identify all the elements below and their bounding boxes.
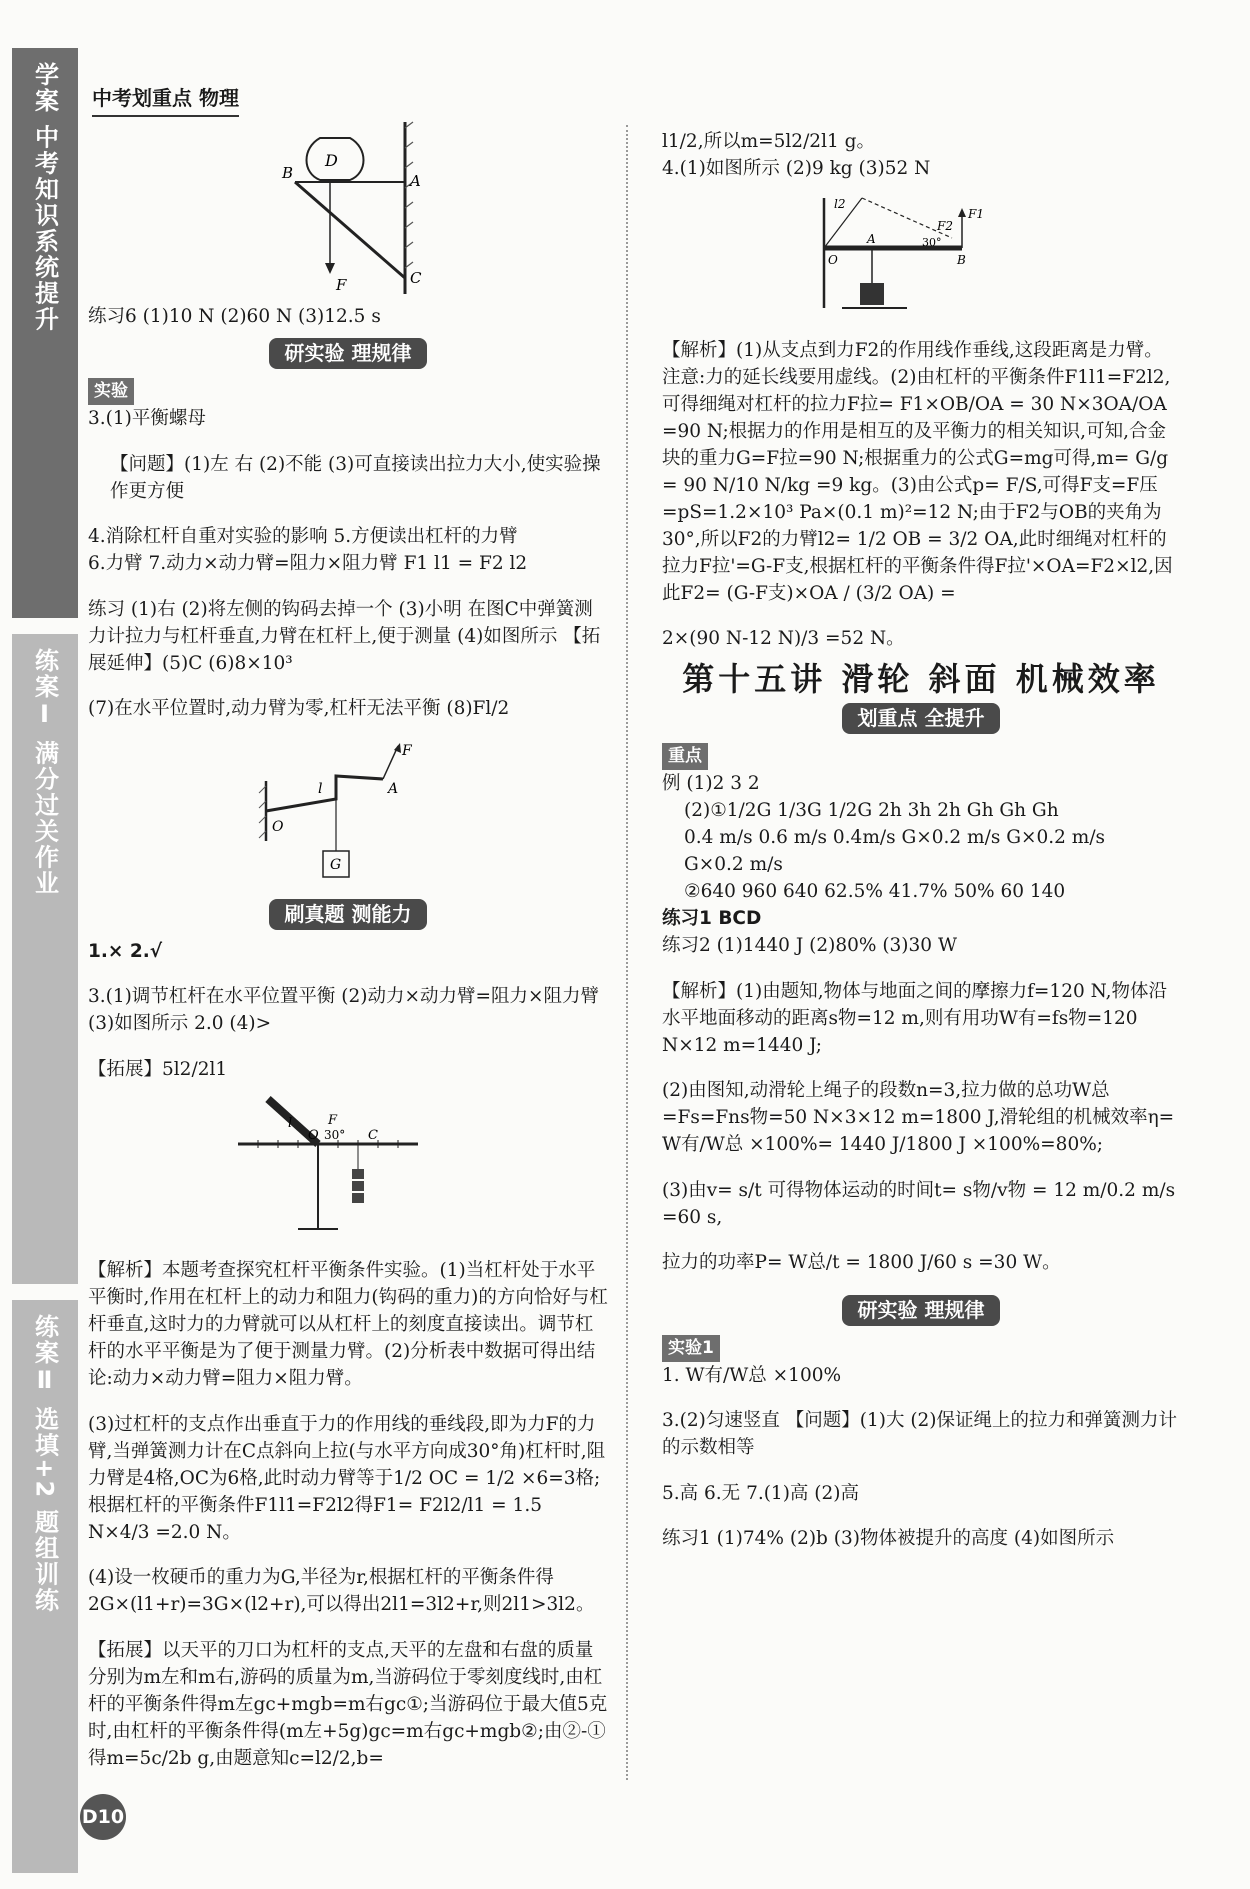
fig3-label-l: l (288, 1115, 293, 1131)
answer-line: 1.× 2.√ (88, 940, 163, 962)
fig4-label-angle: 30° (922, 236, 942, 249)
tag-experiment: 实验 (88, 378, 134, 405)
answer-line: 练习1 (1)74% (2)b (3)物体被提升的高度 (4)如图所示 (662, 1528, 1115, 1549)
answer-line: 0.4 m/s 0.6 m/s 0.4m/s G×0.2 m/s G×0.2 m/s (684, 827, 1106, 848)
exercise-6: 练习6 (1)10 N (2)60 N (3)12.5 s (88, 306, 381, 327)
fig1-label-f: F (336, 276, 347, 294)
answer-line: 练习 (1)右 (2)将左侧的钩码去掉一个 (3)小明 在图C中弹簧测力计拉力与杠杆垂直,力臂在杠杆上,便于测量 (4)如图所示 【拓展延伸】(5)C (6)8×10³ (88, 598, 601, 674)
answer-line: 3.(1)调节杠杆在水平位置平衡 (2)动力×动力臂=阻力×阻力臂 (3)如图所示 2.0 (4)> (88, 986, 599, 1034)
answer-line: 3.(1)平衡螺母 (88, 408, 206, 429)
answer-line: 3.(2)匀速竖直 【问题】(1)大 (2)保证绳上的拉力和弹簧测力计的示数相等 (662, 1410, 1178, 1458)
fig2-label-o: O (272, 818, 284, 835)
answer-line: 1. W有/W总 ×100% (662, 1364, 842, 1386)
analysis-paragraph: 拉力的功率P= W总/t = 1800 J/60 s =30 W。 (662, 1252, 1061, 1273)
answer-line: 例 (1)2 3 2 (662, 773, 760, 794)
answer-line: (2)①1/2G 1/3G 1/2G 2h 3h 2h Gh Gh Gh (684, 800, 1059, 821)
fig4-label-b: B (957, 253, 966, 267)
sidebar-tab-practice-2[interactable]: 练案Ⅱ 选填+2 题组训练 (12, 1300, 78, 1873)
fig3-label-angle: 30° (324, 1127, 346, 1142)
figure-lever-g (258, 741, 428, 891)
page-header: 中考划重点 物理 (92, 82, 239, 117)
fig2-label-f: F (402, 742, 412, 759)
answer-line: (7)在水平位置时,动力臂为零,杠杆无法平衡 (8)Fl/2 (88, 698, 510, 719)
sidebar (12, 48, 78, 1873)
answer-line: 练习2 (1)1440 J (2)80% (3)30 W (662, 935, 957, 956)
answer-line: ②640 960 640 62.5% 41.7% 50% 60 140 (684, 881, 1066, 902)
fig1-label-b: B (282, 164, 294, 182)
column-divider (626, 125, 628, 1780)
tag-experiment-1: 实验1 (662, 1335, 720, 1362)
fig4-label-o: O (828, 253, 838, 267)
fig3-label-f: F (328, 1112, 338, 1128)
banner-real-exam: 刷真题 测能力 (269, 899, 428, 930)
answer-line: 6.力臂 7.动力×动力臂=阻力×阻力臂 F1 l1 = F2 l2 (88, 553, 528, 574)
fig4-label-a: A (867, 232, 876, 246)
analysis-paragraph: (3)过杠杆的支点作出垂直于力的作用线的垂线段,即为力F的力臂,当弹簧测力计在C点斜向上拉(与水平方向成30°角)杠杆时,阻力臂是4格,OC为6格,此时动力臂等于1/2 OC = 1/2 ×6=3格;根据杠杆的平衡条件F1l1=F2l2得F1= F2l2/l1 = 1.5 N×4/3 =2.0 N。 (88, 1413, 606, 1543)
answer-line: 4.(1)如图所示 (2)9 kg (3)52 N (662, 158, 931, 179)
answer-line: G×0.2 m/s (684, 854, 783, 875)
answer-line: 4.消除杠杆自重对实验的影响 5.方便读出杠杆的力臂 (88, 526, 518, 547)
fig1-label-a: A (410, 172, 421, 190)
fig1-label-c: C (410, 269, 422, 287)
right-column (662, 128, 1180, 1571)
banner-experiment-1: 研实验 理规律 (269, 338, 428, 369)
fig3-label-o: O (308, 1127, 319, 1143)
formula-line: l1/2,所以m=5l2/2l1 g。 (662, 131, 875, 152)
answer-line: 【问题】(1)左 右 (2)不能 (3)可直接读出拉力大小,使实验操作更方便 (110, 453, 601, 502)
answer-line: 练习1 BCD (662, 908, 762, 929)
analysis-paragraph: 【解析】(1)由题知,物体与地面之间的摩擦力f=120 N,物体沿水平地面移动的距离s物=12 m,则有用功W有=fs物=120 N×12 m=1440 J; (662, 980, 1168, 1056)
tag-key-point: 重点 (662, 743, 708, 770)
sidebar-tab-practice-1[interactable]: 练案Ⅰ 满分过关作业 (12, 634, 78, 1284)
figure-bracket (280, 118, 450, 298)
sidebar-tab-study[interactable]: 学案 中考知识系统提升 (12, 48, 78, 618)
fig2-label-a: A (388, 780, 399, 797)
analysis-paragraph: (4)设一枚硬币的重力为G,半径为r,根据杠杆的平衡条件得2G×(l1+r)=3G×(l2+r),可以得出2l1=3l2+r,则2l1>3l2。 (88, 1567, 595, 1615)
analysis-paragraph: (2)由图知,动滑轮上绳子的段数n=3,拉力做的总功W总=Fs=Fns物=50 N×3×12 m=1800 J,滑轮组的机械效率η= W有/W总 ×100%= 1440 J/1800 J ×100%=80%; (662, 1080, 1175, 1155)
analysis-paragraph: (3)由v= s/t 可得物体运动的时间t= s物/v物 = 12 m/0.2 m/s =60 s, (662, 1179, 1176, 1228)
analysis-paragraph: 2×(90 N-12 N)/3 =52 N。 (662, 628, 905, 649)
fig2-label-g: G (330, 856, 342, 873)
fig4-label-l2: l2 (834, 197, 846, 211)
chapter-title: 第十五讲 滑轮 斜面 机械效率 (682, 660, 1160, 698)
fig3-label-c: C (368, 1127, 378, 1143)
analysis-paragraph: 【拓展】以天平的刀口为杠杆的支点,天平的左盘和右盘的质量分别为m左和m右,游码的质量为m,当游码位于零刻度线时,由杠杆的平衡条件得m左gc+mgb=m右gc①;当游码位于最大值5克时,由杠杆的平衡条件得(m左+5g)gc=m右gc+mgb②;由②-①得m=5c/2b g,由题意知c=l2/2,b= (88, 1639, 608, 1769)
fig4-label-f1: F1 (968, 207, 984, 221)
fig1-label-d: D (325, 151, 338, 170)
fig4-label-f2: F2 (937, 219, 953, 233)
fig2-label-l: l (318, 780, 323, 797)
figure-lever-stand (228, 1089, 428, 1239)
banner-experiment-2: 研实验 理规律 (842, 1295, 1001, 1326)
answer-line: 5.高 6.无 7.(1)高 (2)高 (662, 1482, 860, 1504)
analysis-paragraph: 【解析】本题考查探究杠杆平衡条件实验。(1)当杠杆处于水平平衡时,作用在杠杆上的动力和阻力(钩码的重力)的方向恰好与杠杆垂直,这时力的力臂就可以从杠杆上的刻度直接读出。调节杠杆的水平平衡是为了便于测量力臂。(2)分析表中数据可得出结论:动力×动力臂=阻力×阻力臂。 (88, 1260, 608, 1389)
left-column (88, 303, 608, 1790)
figure-lever-weight (812, 188, 1002, 318)
page-number: D10 (80, 1794, 126, 1840)
banner-key-points: 划重点 全提升 (842, 703, 1001, 734)
analysis-paragraph: 【解析】(1)从支点到力F2的作用线作垂线,这段距离是力臂。注意:力的延长线要用虚线。(2)由杠杆的平衡条件F1l1=F2l2,可得细绳对杠杆的拉力F拉= F1×OB/OA = 30 N×3OA/OA =90 N;根据力的作用是相互的及平衡力的相关知识,可知,合金块的重力G=F拉=90 N;根据重力的公式G=mg可得,m= G/g = 90 N/10 N/kg =9 kg。(3)由公式p= F/S,可得F支=F压=pS=1.2×10³ Pa×(0.1 m)²=12 N;由于F2与OB的夹角为30°,所以F2的力臂l2= 1/2 OB = 3/2 OA,此时细绳对杠杆的拉力F拉'=G-F支,根据杠杆的平衡条件得F拉'×OA=F2×l2,因此F2= (G-F支)×OA / (3/2 OA) = (662, 339, 1173, 604)
answer-line: 【拓展】5l2/2l1 (88, 1058, 228, 1080)
